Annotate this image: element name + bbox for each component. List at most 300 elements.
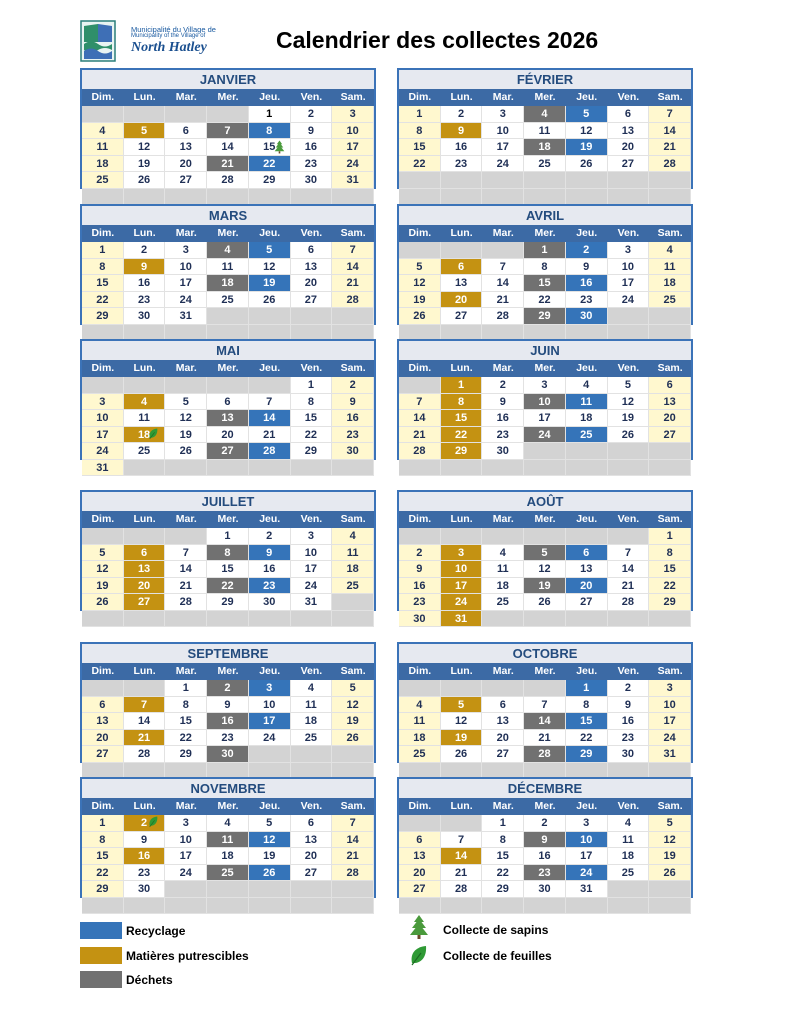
day-cell — [207, 139, 249, 156]
day-number: 25 — [96, 174, 109, 186]
day-cell — [566, 156, 608, 173]
day-number: 1 — [458, 379, 465, 391]
day-cell — [566, 848, 608, 865]
day-number: 1 — [499, 817, 506, 829]
weekday-header: Sam. — [657, 513, 683, 525]
day-number: 27 — [137, 596, 151, 608]
month-2 — [80, 204, 376, 325]
day-cell — [124, 578, 166, 595]
weekday-header-row — [399, 511, 691, 528]
empty-day-cell — [482, 680, 524, 697]
day-cell — [165, 156, 207, 173]
month-name: JANVIER — [82, 70, 374, 89]
month-name: OCTOBRE — [399, 644, 691, 663]
day-number: 4 — [583, 379, 590, 391]
day-number: 13 — [621, 124, 635, 137]
day-cell — [249, 848, 291, 865]
empty-day-cell — [566, 460, 608, 477]
day-cell — [649, 528, 691, 545]
day-cell — [124, 410, 166, 427]
day-cell — [649, 561, 691, 578]
weekday-header: Sam. — [657, 227, 683, 239]
day-number: 22 — [221, 579, 234, 592]
month-name: AOÛT — [399, 492, 691, 511]
day-number: 13 — [96, 715, 109, 727]
day-number: 9 — [458, 124, 465, 137]
day-cell — [124, 881, 166, 898]
day-number: 26 — [663, 866, 676, 879]
day-number: 29 — [221, 596, 234, 608]
day-number: 2 — [307, 108, 314, 120]
day-number: 16 — [538, 850, 551, 862]
day-number: 21 — [538, 731, 551, 744]
day-cell — [441, 443, 483, 460]
day-number: 14 — [663, 124, 676, 137]
day-number: 12 — [663, 833, 676, 846]
weekday-header: Jeu. — [259, 665, 281, 677]
day-cell — [291, 172, 333, 189]
day-number: 8 — [583, 698, 590, 711]
day-cell — [249, 545, 291, 562]
day-number: 3 — [307, 530, 314, 542]
weekday-header: Lun. — [450, 513, 473, 525]
empty-day-cell — [82, 377, 124, 394]
day-cell — [207, 545, 249, 562]
day-number: 3 — [541, 379, 548, 391]
weekday-header: Jeu. — [576, 227, 598, 239]
empty-day-cell — [291, 746, 333, 763]
day-cell — [165, 259, 207, 276]
day-cell — [566, 275, 608, 292]
day-cell — [524, 578, 566, 595]
weekday-header: Mer. — [217, 227, 239, 239]
day-cell — [207, 730, 249, 747]
day-number: 10 — [304, 546, 318, 559]
day-cell — [649, 275, 691, 292]
weekday-header: Jeu. — [576, 91, 598, 103]
day-number: 16 — [304, 141, 318, 153]
day-cell — [441, 832, 483, 849]
day-cell — [291, 123, 333, 140]
day-number: 17 — [496, 141, 509, 153]
day-number: 18 — [663, 277, 676, 289]
day-number: 13 — [137, 563, 151, 575]
day-number: 24 — [580, 866, 593, 879]
day-number: 23 — [263, 579, 276, 592]
day-number: 27 — [96, 748, 109, 760]
day-cell — [124, 561, 166, 578]
day-cell — [165, 443, 207, 460]
day-number: 27 — [496, 748, 509, 760]
day-cell — [608, 848, 650, 865]
day-number: 23 — [580, 293, 593, 306]
day-cell — [441, 578, 483, 595]
day-number: 11 — [413, 715, 426, 727]
day-cell — [524, 156, 566, 173]
day-number: 30 — [621, 748, 635, 760]
day-cell — [566, 815, 608, 832]
day-number: 13 — [304, 833, 318, 846]
day-number: 4 — [499, 546, 506, 559]
day-number: 29 — [96, 883, 109, 895]
day-number: 21 — [137, 731, 151, 744]
day-number: 24 — [304, 579, 318, 592]
day-number: 14 — [346, 260, 359, 273]
day-cell — [207, 594, 249, 611]
day-number: 3 — [182, 244, 189, 256]
weekday-header-row — [399, 89, 691, 106]
day-cell — [207, 680, 249, 697]
day-number: 25 — [137, 445, 151, 457]
day-number: 14 — [346, 833, 359, 846]
day-number: 6 — [141, 546, 148, 559]
day-number: 13 — [304, 260, 318, 273]
day-number: 21 — [179, 579, 192, 592]
day-cell — [165, 848, 207, 865]
day-number: 24 — [346, 157, 359, 170]
day-number: 2 — [416, 546, 423, 559]
weekday-header: Mer. — [534, 91, 556, 103]
day-cell — [566, 578, 608, 595]
day-cell — [482, 394, 524, 411]
empty-day-cell — [124, 611, 166, 628]
weekday-header: Dim. — [408, 800, 432, 812]
empty-day-cell — [441, 815, 483, 832]
weekday-header: Mar. — [175, 800, 197, 812]
day-cell — [291, 730, 333, 747]
day-number: 30 — [496, 445, 509, 457]
day-cell — [649, 594, 691, 611]
day-number: 4 — [416, 698, 423, 711]
day-number: 31 — [346, 174, 359, 186]
day-cell — [524, 394, 566, 411]
empty-day-cell — [249, 189, 291, 206]
empty-day-cell — [399, 815, 441, 832]
day-number: 25 — [413, 748, 426, 760]
day-number: 26 — [137, 174, 151, 186]
empty-day-cell — [207, 881, 249, 898]
day-cell — [82, 460, 124, 477]
day-cell — [332, 394, 374, 411]
day-cell — [291, 377, 333, 394]
day-number: 11 — [221, 260, 234, 273]
day-cell — [608, 746, 650, 763]
day-cell — [608, 275, 650, 292]
day-number: 22 — [179, 731, 192, 744]
day-number: 20 — [221, 428, 234, 441]
day-cell — [482, 545, 524, 562]
day-number: 22 — [96, 866, 109, 879]
day-number: 10 — [179, 833, 192, 846]
day-cell — [82, 427, 124, 444]
day-cell — [82, 865, 124, 882]
empty-day-cell — [165, 611, 207, 628]
day-cell — [399, 697, 441, 714]
day-cell — [249, 123, 291, 140]
empty-day-cell — [399, 377, 441, 394]
day-number: 2 — [541, 817, 548, 829]
day-number: 7 — [666, 108, 673, 120]
day-cell — [441, 865, 483, 882]
day-number: 25 — [538, 157, 551, 170]
day-cell — [291, 394, 333, 411]
day-number: 20 — [454, 293, 468, 306]
day-cell — [207, 746, 249, 763]
day-cell — [291, 578, 333, 595]
month-name: MAI — [82, 341, 374, 360]
day-cell — [566, 865, 608, 882]
day-cell — [82, 123, 124, 140]
day-cell — [249, 259, 291, 276]
empty-day-cell — [291, 611, 333, 628]
weekday-header: Jeu. — [259, 227, 281, 239]
day-cell — [608, 394, 650, 411]
empty-day-cell — [249, 746, 291, 763]
empty-day-cell — [566, 898, 608, 915]
day-cell — [249, 172, 291, 189]
day-cell — [124, 156, 166, 173]
empty-day-cell — [608, 898, 650, 915]
day-number: 29 — [179, 748, 192, 760]
day-cell — [482, 697, 524, 714]
day-cell — [482, 292, 524, 309]
day-number: 22 — [454, 428, 468, 441]
empty-day-cell — [207, 106, 249, 123]
day-number: 9 — [141, 833, 148, 846]
day-cell — [291, 848, 333, 865]
weekday-header: Jeu. — [576, 800, 598, 812]
day-cell — [165, 713, 207, 730]
day-cell — [291, 292, 333, 309]
weekday-header: Mer. — [534, 362, 556, 374]
day-cell — [524, 713, 566, 730]
weekday-header: Mar. — [175, 665, 197, 677]
day-number: 17 — [304, 563, 318, 575]
day-cell — [207, 697, 249, 714]
day-cell — [249, 578, 291, 595]
empty-day-cell — [207, 460, 249, 477]
day-number: 29 — [454, 445, 468, 457]
empty-day-cell — [332, 611, 374, 628]
day-number: 31 — [454, 612, 468, 625]
day-cell — [332, 848, 374, 865]
weekday-header: Dim. — [408, 362, 432, 374]
day-grid — [82, 815, 374, 914]
empty-day-cell — [482, 528, 524, 545]
weekday-header: Ven. — [300, 513, 323, 525]
day-cell — [482, 123, 524, 140]
day-number: 29 — [496, 883, 509, 895]
day-number: 21 — [221, 157, 234, 170]
day-cell — [399, 410, 441, 427]
day-number: 17 — [96, 428, 109, 441]
day-cell — [124, 848, 166, 865]
day-number: 29 — [663, 596, 676, 608]
weekday-header: Mer. — [217, 91, 239, 103]
weekday-header-row — [82, 89, 374, 106]
day-number: 26 — [454, 748, 468, 760]
day-cell — [332, 172, 374, 189]
day-cell — [207, 123, 249, 140]
day-number: 10 — [496, 124, 509, 137]
day-cell — [649, 242, 691, 259]
day-cell — [482, 377, 524, 394]
day-number: 19 — [413, 293, 426, 306]
day-number: 5 — [458, 698, 465, 711]
day-number: 28 — [621, 596, 635, 608]
weekday-header: Mer. — [217, 665, 239, 677]
day-number: 28 — [413, 445, 426, 457]
day-cell — [482, 275, 524, 292]
day-cell — [441, 292, 483, 309]
weekday-header: Dim. — [91, 362, 115, 374]
day-number: 13 — [580, 563, 593, 575]
leaf-icon — [148, 428, 159, 442]
day-number: 2 — [141, 817, 148, 829]
weekday-header: Ven. — [617, 513, 640, 525]
day-number: 27 — [304, 293, 318, 306]
day-cell — [249, 410, 291, 427]
day-cell — [524, 848, 566, 865]
day-number: 24 — [538, 428, 551, 441]
day-cell — [441, 611, 483, 628]
empty-day-cell — [124, 898, 166, 915]
day-number: 5 — [266, 244, 273, 256]
day-cell — [124, 292, 166, 309]
day-cell — [566, 730, 608, 747]
day-number: 3 — [349, 108, 356, 120]
day-cell — [82, 730, 124, 747]
day-cell — [399, 746, 441, 763]
day-number: 17 — [179, 277, 192, 289]
day-cell — [649, 292, 691, 309]
empty-day-cell — [291, 898, 333, 915]
day-cell — [249, 594, 291, 611]
day-number: 6 — [307, 817, 314, 829]
day-cell — [608, 730, 650, 747]
day-cell — [399, 156, 441, 173]
day-number: 13 — [663, 395, 676, 408]
weekday-header: Jeu. — [259, 800, 281, 812]
day-number: 22 — [96, 293, 109, 306]
empty-day-cell — [249, 377, 291, 394]
empty-day-cell — [649, 881, 691, 898]
empty-day-cell — [399, 680, 441, 697]
day-cell — [82, 697, 124, 714]
day-number: 19 — [263, 277, 276, 289]
weekday-header: Mar. — [492, 665, 514, 677]
day-number: 3 — [182, 817, 189, 829]
day-number: 28 — [538, 748, 551, 760]
weekday-header: Lun. — [450, 362, 473, 374]
day-cell — [399, 139, 441, 156]
day-number: 31 — [179, 310, 192, 322]
day-cell — [482, 881, 524, 898]
day-number: 3 — [458, 546, 465, 559]
day-cell — [566, 594, 608, 611]
day-number: 24 — [621, 293, 635, 306]
day-cell — [399, 881, 441, 898]
day-number: 8 — [541, 260, 548, 273]
empty-day-cell — [165, 377, 207, 394]
weekday-header-row — [82, 225, 374, 242]
day-cell — [332, 443, 374, 460]
day-cell — [291, 697, 333, 714]
empty-day-cell — [524, 172, 566, 189]
day-cell — [207, 713, 249, 730]
day-cell — [524, 881, 566, 898]
empty-day-cell — [399, 242, 441, 259]
day-cell — [399, 578, 441, 595]
day-cell — [249, 427, 291, 444]
day-number: 1 — [666, 530, 673, 542]
empty-day-cell — [165, 460, 207, 477]
day-number: 4 — [666, 244, 673, 256]
municipality-logo — [80, 20, 230, 64]
day-cell — [649, 545, 691, 562]
day-number: 15 — [454, 412, 468, 424]
day-number: 17 — [179, 850, 192, 862]
day-cell — [82, 832, 124, 849]
weekday-header: Ven. — [300, 800, 323, 812]
day-number: 20 — [96, 731, 109, 744]
day-number: 24 — [179, 866, 192, 879]
day-cell — [649, 746, 691, 763]
weekday-header: Lun. — [133, 665, 156, 677]
day-number: 21 — [454, 866, 468, 879]
empty-day-cell — [649, 189, 691, 206]
day-cell — [399, 832, 441, 849]
weekday-header: Mer. — [534, 513, 556, 525]
day-number: 13 — [221, 412, 234, 424]
weekday-header: Mer. — [217, 800, 239, 812]
day-number: 23 — [413, 596, 426, 608]
day-number: 10 — [663, 698, 676, 711]
day-number: 30 — [304, 174, 318, 186]
day-cell — [124, 242, 166, 259]
day-cell — [524, 832, 566, 849]
weekday-header: Mar. — [175, 91, 197, 103]
day-cell — [332, 123, 374, 140]
day-cell — [207, 172, 249, 189]
day-number: 26 — [346, 731, 359, 744]
empty-day-cell — [124, 460, 166, 477]
day-cell — [291, 865, 333, 882]
day-cell — [482, 865, 524, 882]
weekday-header: Ven. — [300, 665, 323, 677]
day-number: 9 — [624, 698, 631, 711]
day-number: 5 — [141, 124, 148, 137]
day-grid — [399, 528, 691, 627]
day-number: 4 — [224, 817, 231, 829]
weekday-header: Sam. — [340, 91, 366, 103]
day-number: 19 — [580, 141, 593, 153]
day-number: 22 — [663, 579, 676, 592]
weekday-header: Sam. — [340, 800, 366, 812]
day-cell — [566, 377, 608, 394]
weekday-header: Mar. — [175, 513, 197, 525]
day-cell — [332, 865, 374, 882]
day-number: 8 — [99, 833, 106, 846]
day-cell — [482, 746, 524, 763]
day-cell — [82, 848, 124, 865]
day-cell — [249, 815, 291, 832]
day-number: 6 — [182, 124, 189, 137]
empty-day-cell — [524, 611, 566, 628]
weekday-header: Sam. — [657, 91, 683, 103]
day-number: 29 — [96, 310, 109, 322]
empty-day-cell — [207, 898, 249, 915]
